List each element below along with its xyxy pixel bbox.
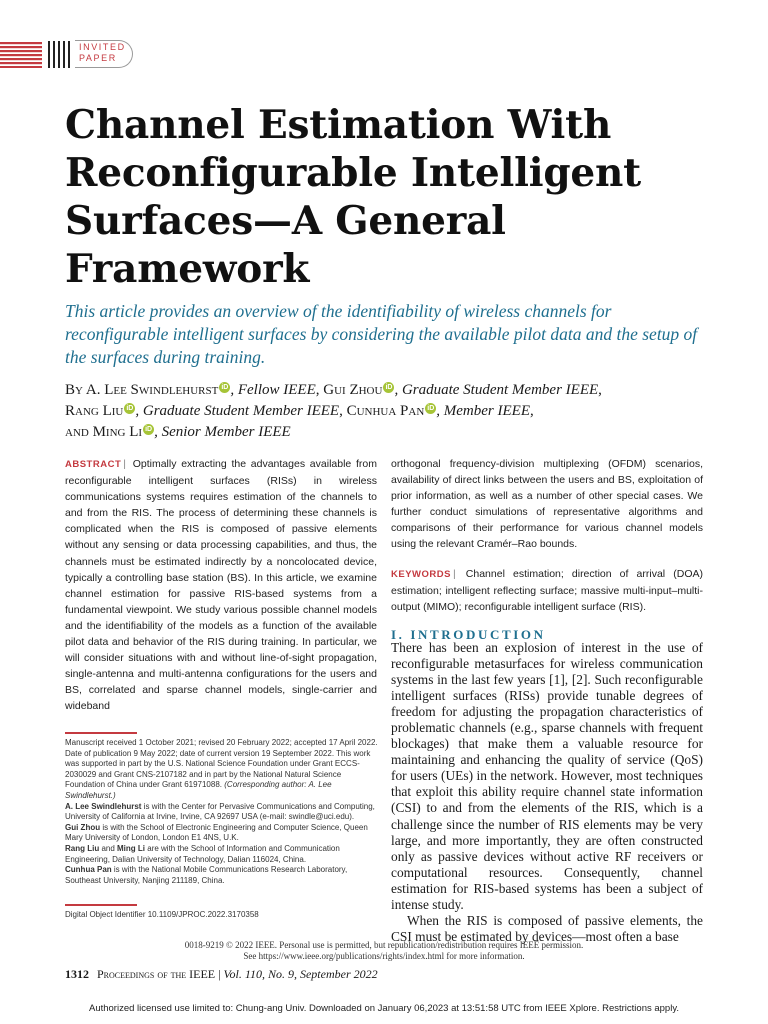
authorized-use-notice: Authorized licensed use limited to: Chung-ang Univ. Downloaded on January 06,2023 at 13:51:58 UTC from IEEE Xplore. Restrictions apply. [88, 1003, 680, 1014]
invited-paper-badge [79, 42, 131, 64]
keywords-label: KEYWORDS [391, 568, 451, 580]
abstract-left [65, 456, 377, 715]
badge-line-1: INVITED [79, 42, 126, 52]
author-title: , Graduate Student Member IEEE [394, 382, 599, 398]
copyright-line-2: See https://www.ieee.org/publications/rights/index.html for more information. [243, 951, 525, 961]
badge-line-2: PAPER [79, 53, 117, 63]
article-title: Channel Estimation With Reconfigurable Intelligent Surfaces—A General Framework [65, 102, 641, 292]
badge-bars [47, 41, 74, 68]
copyright-line-1: 0018-9219 © 2022 IEEE. Personal use is permitted, but republication/redistribution requires IEEE permission. [184, 940, 584, 950]
affiliation-text: is with the Center for Pervasive Communications and Computing, University of California at Irvine, Irvine, CA 92697 USA (e-mail: swindle@uci.edu). [65, 801, 375, 822]
orcid-icon[interactable]: iD [385, 384, 393, 391]
affiliation-name: Ming Li [117, 843, 146, 853]
keywords-text: Channel estimation; direction of arrival (DOA) estimation; intelligent reflecting surface; massive multi-input–multi-output (MIMO); reconfigurable intelligent surface (RIS). [391, 567, 703, 613]
article-subtitle: This article provides an overview of the identifiability of wireless channels for reconfigurable intelligent surfaces by considering the available pilot data and the setup of the surfaces during training. [65, 301, 698, 367]
folio-separator: | [215, 967, 224, 981]
author-name: Rang Liu [65, 403, 124, 419]
affiliation [65, 823, 380, 844]
by-label: By [65, 382, 86, 398]
abstract-separator: | [123, 458, 126, 470]
folio [65, 967, 378, 982]
doi: Digital Object Identifier 10.1109/JPROC.2022.3170358 [65, 910, 259, 919]
author-separator: , [598, 382, 602, 398]
author-separator: , [530, 403, 534, 419]
orcid-icon[interactable]: iD [126, 405, 134, 412]
orcid-icon[interactable]: iD [221, 384, 229, 391]
affiliation-text: is with the National Mobile Communications Research Laboratory, Southeast University, Nanjing 211189, China. [65, 865, 348, 885]
page-number: 1312 [65, 967, 89, 981]
author-list [65, 380, 725, 443]
affiliation-name: Gui Zhou [65, 822, 101, 832]
affiliation-name: A. Lee Swindlehurst [65, 801, 142, 811]
author-name: Gui Zhou [323, 382, 383, 398]
author-title: , Fellow IEEE [230, 382, 316, 398]
keywords-separator: | [452, 567, 456, 580]
intro-paragraph-1: There has been an explosion of interest in the use of reconfigurable metasurfaces for wireless communication systems in the last few years [1], [2]. Such reconfigurable intelligent surfaces (RISs) provide tunable degrees of freedom for adjusting the propagation characteristics of problematic channels (e.g., sparse channels with frequent blockages) that make them a valuable resource for maintaining and enhancing the quality of service (QoS) for users (UEs) in the network. However, most techniques that exploit this ability require channel state information (CSI) to and from the elements of the RIS, which is a challenge since the number of RIS elements may be very large, and more importantly, they are often constructed only as passive devices without active RF receivers or computational resources. Consequently, channel estimation for RIS-based systems has been a subject of intense study. [391, 640, 703, 912]
intro-paragraph-2: When the RIS is composed of passive elements, the CSI must be estimated by devices—most often a base [391, 912, 703, 944]
affiliation-text: is with the School of Electronic Engineering and Computer Science, Queen Mary University of London, London E1 4NS, U.K. [65, 822, 368, 843]
author-line-1 [65, 380, 725, 401]
author-name: Cunhua Pan [346, 403, 425, 419]
author-line-3 [65, 422, 725, 443]
copyright-notice [0, 940, 768, 962]
journal-name: Proceedings of the IEEE [97, 967, 216, 981]
author-title: , Senior Member IEEE [154, 424, 291, 440]
author-name: Ming Li [92, 424, 143, 440]
orcid-icon[interactable]: iD [427, 405, 435, 412]
keywords [391, 566, 703, 615]
affiliation [65, 865, 380, 886]
author-name: A. Lee Swindlehurst [85, 382, 219, 398]
abstract-text-right: orthogonal frequency-division multiplexing (OFDM) scenarios, availability of direct links between the users and BS, exploitation of prior information, as well as a number of other special cases. We further conduct simulations of representative algorithms and comparisons of their performance for various channel models using the relevant Cramér–Rao bounds. [391, 458, 703, 551]
affiliation-text: are with the School of Information and Communication Engineering, Dalian University of Technology, Dalian 116024, China. [65, 843, 340, 864]
footnote-manuscript [65, 738, 380, 802]
and-label: and [65, 424, 93, 440]
doi-rule [65, 904, 137, 906]
badge-stripes [0, 41, 42, 68]
author-title: , Graduate Student Member IEEE [135, 403, 340, 419]
abstract-text-left: Optimally extracting the advantages available from reconfigurable intelligent surfaces (RISs) in wireless communications systems requires estimation of the channels to and from the RIS. The process of determining these channels is complicated when the RIS is composed of passive elements without any sensing or data processing capabilities, and thus, the channels must be estimated indirectly by a noncolocated device, typically a controlling base station (BS). In this article, we examine channel estimation for passive RIS-based systems from a fundamental viewpoint. We study various possible channel models and the identifiability of the models as a function of the available pilot data and behavior of the RIS during training. In particular, we will consider situations with and without line-of-sight propagation, single-antenna and multi-antenna configurations for the users and BS, correlated and sparse channel models, single-carrier and wideband [65, 458, 377, 713]
volume-info: Vol. 110, No. 9, September 2022 [223, 967, 378, 981]
manuscript-text: Manuscript received 1 October 2021; revised 20 February 2022; accepted 17 April 2022. Date of publication 9 May 2022; date of current version 19 September 2022. This work was supported in part by the U.S. National Science Foundation under Grant ECCS-2030029 and Grant CNS-2107182 and in part by the National Natural Science Foundation of China under Grant 61971088. [65, 738, 378, 790]
affiliation [65, 844, 380, 865]
orcid-icon[interactable]: iD [145, 426, 153, 433]
author-line-2 [65, 401, 725, 422]
introduction-body [391, 640, 703, 945]
author-title: , Member IEEE [436, 403, 530, 419]
author-separator: , [339, 403, 347, 419]
abstract-label: ABSTRACT [65, 459, 122, 470]
affiliation-name: Rang Liu [65, 843, 100, 853]
abstract-right [391, 456, 703, 615]
footnote-rule [65, 732, 137, 734]
author-separator: , [315, 382, 324, 398]
footnote [65, 738, 380, 886]
affiliation-name: Cunhua Pan [65, 865, 112, 875]
affiliation [65, 802, 380, 823]
section-heading: I. INTRODUCTION [391, 627, 546, 642]
affiliation-and: and [99, 843, 118, 853]
corresponding-author: (Corresponding author: A. Lee Swindlehurst.) [65, 780, 332, 800]
